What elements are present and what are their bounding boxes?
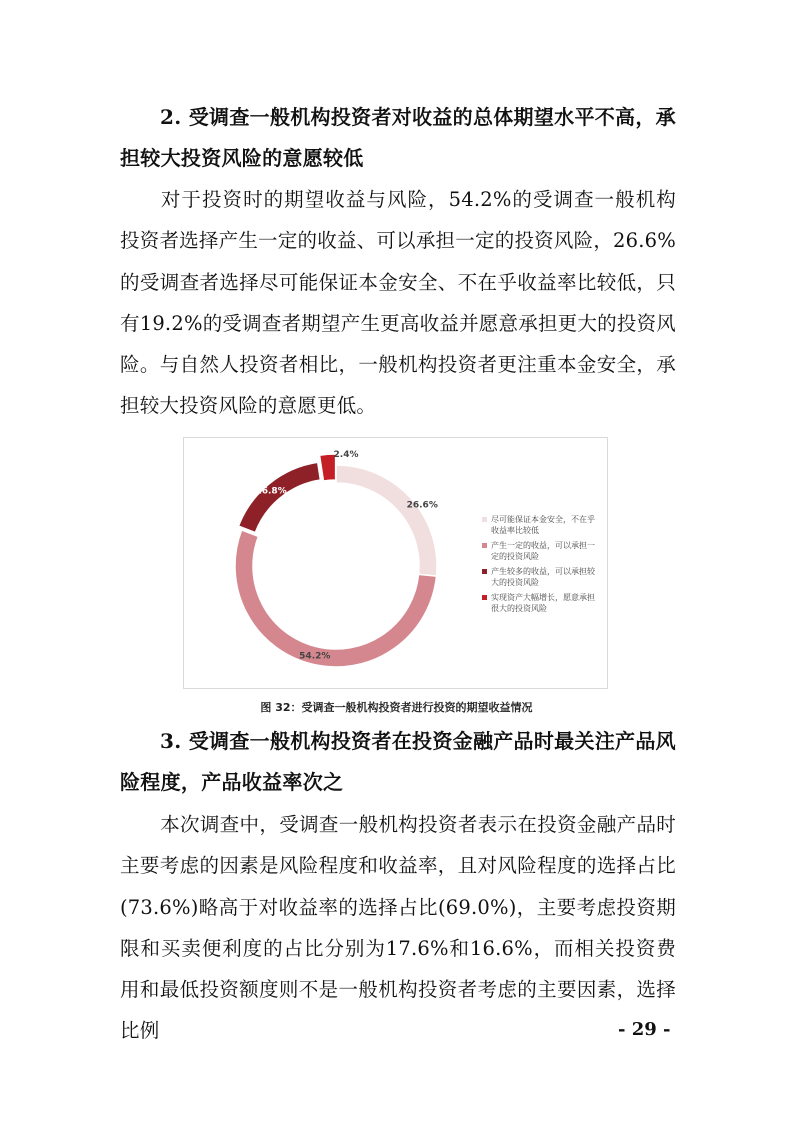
- donut-slice-3: [238, 462, 320, 532]
- section-2-paragraph: 对于投资时的期望收益与风险，54.2%的受调查一般机构投资者选择产生一定的收益、可以承担一定的投资风险，26.6%的受调查者选择尽可能保证本金安全、不在乎收益率比较低，只有19.2%的受调查者期望产生更高收益并愿意承担更大的投资风险。与自然人投资者相比，一般机构投资者更注重本金安全，承担较大投资风险的意愿更低。: [120, 188, 676, 418]
- legend-item-2: [482, 540, 602, 562]
- donut-chart-figure: [183, 437, 608, 689]
- donut-label-4: 2.4%: [333, 450, 359, 460]
- legend-label: 尽可能保证本金安全，不在乎收益率比较低: [491, 515, 595, 535]
- legend-swatch: [482, 595, 487, 600]
- page-number: - 29 -: [618, 1019, 671, 1040]
- chart-legend: [482, 514, 602, 618]
- legend-label: 实现资产大幅增长，愿意承担很大的投资风险: [491, 593, 595, 613]
- legend-label: 产生一定的收益，可以承担一定的投资风险: [491, 541, 595, 561]
- section-2-heading: 2. 受调查一般机构投资者对收益的总体期望水平不高，承担较大投资风险的意愿较低: [120, 105, 676, 170]
- legend-swatch: [482, 543, 487, 548]
- donut-slice-2: [235, 530, 436, 667]
- legend-item-4: [482, 592, 602, 614]
- legend-swatch: [482, 517, 487, 522]
- donut-label-3: 16.8%: [255, 486, 287, 497]
- section-3-heading: 3. 受调查一般机构投资者在投资金融产品时最关注产品风险程度，产品收益率次之: [120, 729, 676, 794]
- figure-caption: 图 32：受调查一般机构投资者进行投资的期望收益情况: [260, 701, 533, 714]
- donut-label-1: 26.6%: [406, 500, 438, 511]
- legend-item-1: [482, 514, 602, 536]
- legend-swatch: [482, 569, 487, 574]
- legend-label: 产生较多的收益，可以承担较大的投资风险: [491, 567, 595, 587]
- legend-item-3: [482, 566, 602, 588]
- donut-label-2: 54.2%: [299, 651, 331, 662]
- section-3-paragraph: 本次调查中，受调查一般机构投资者表示在投资金融产品时主要考虑的因素是风险程度和收益率，且对风险程度的选择占比(73.6%)略高于对收益率的选择占比(69.0%)，主要考虑投资期限和买卖便利度的占比分别为17.6%和16.6%，而相关投资费用和最低投资额度则不是一般机构投资者考虑的主要因素，选择比例: [120, 813, 676, 1043]
- donut-slice-1: [336, 465, 437, 576]
